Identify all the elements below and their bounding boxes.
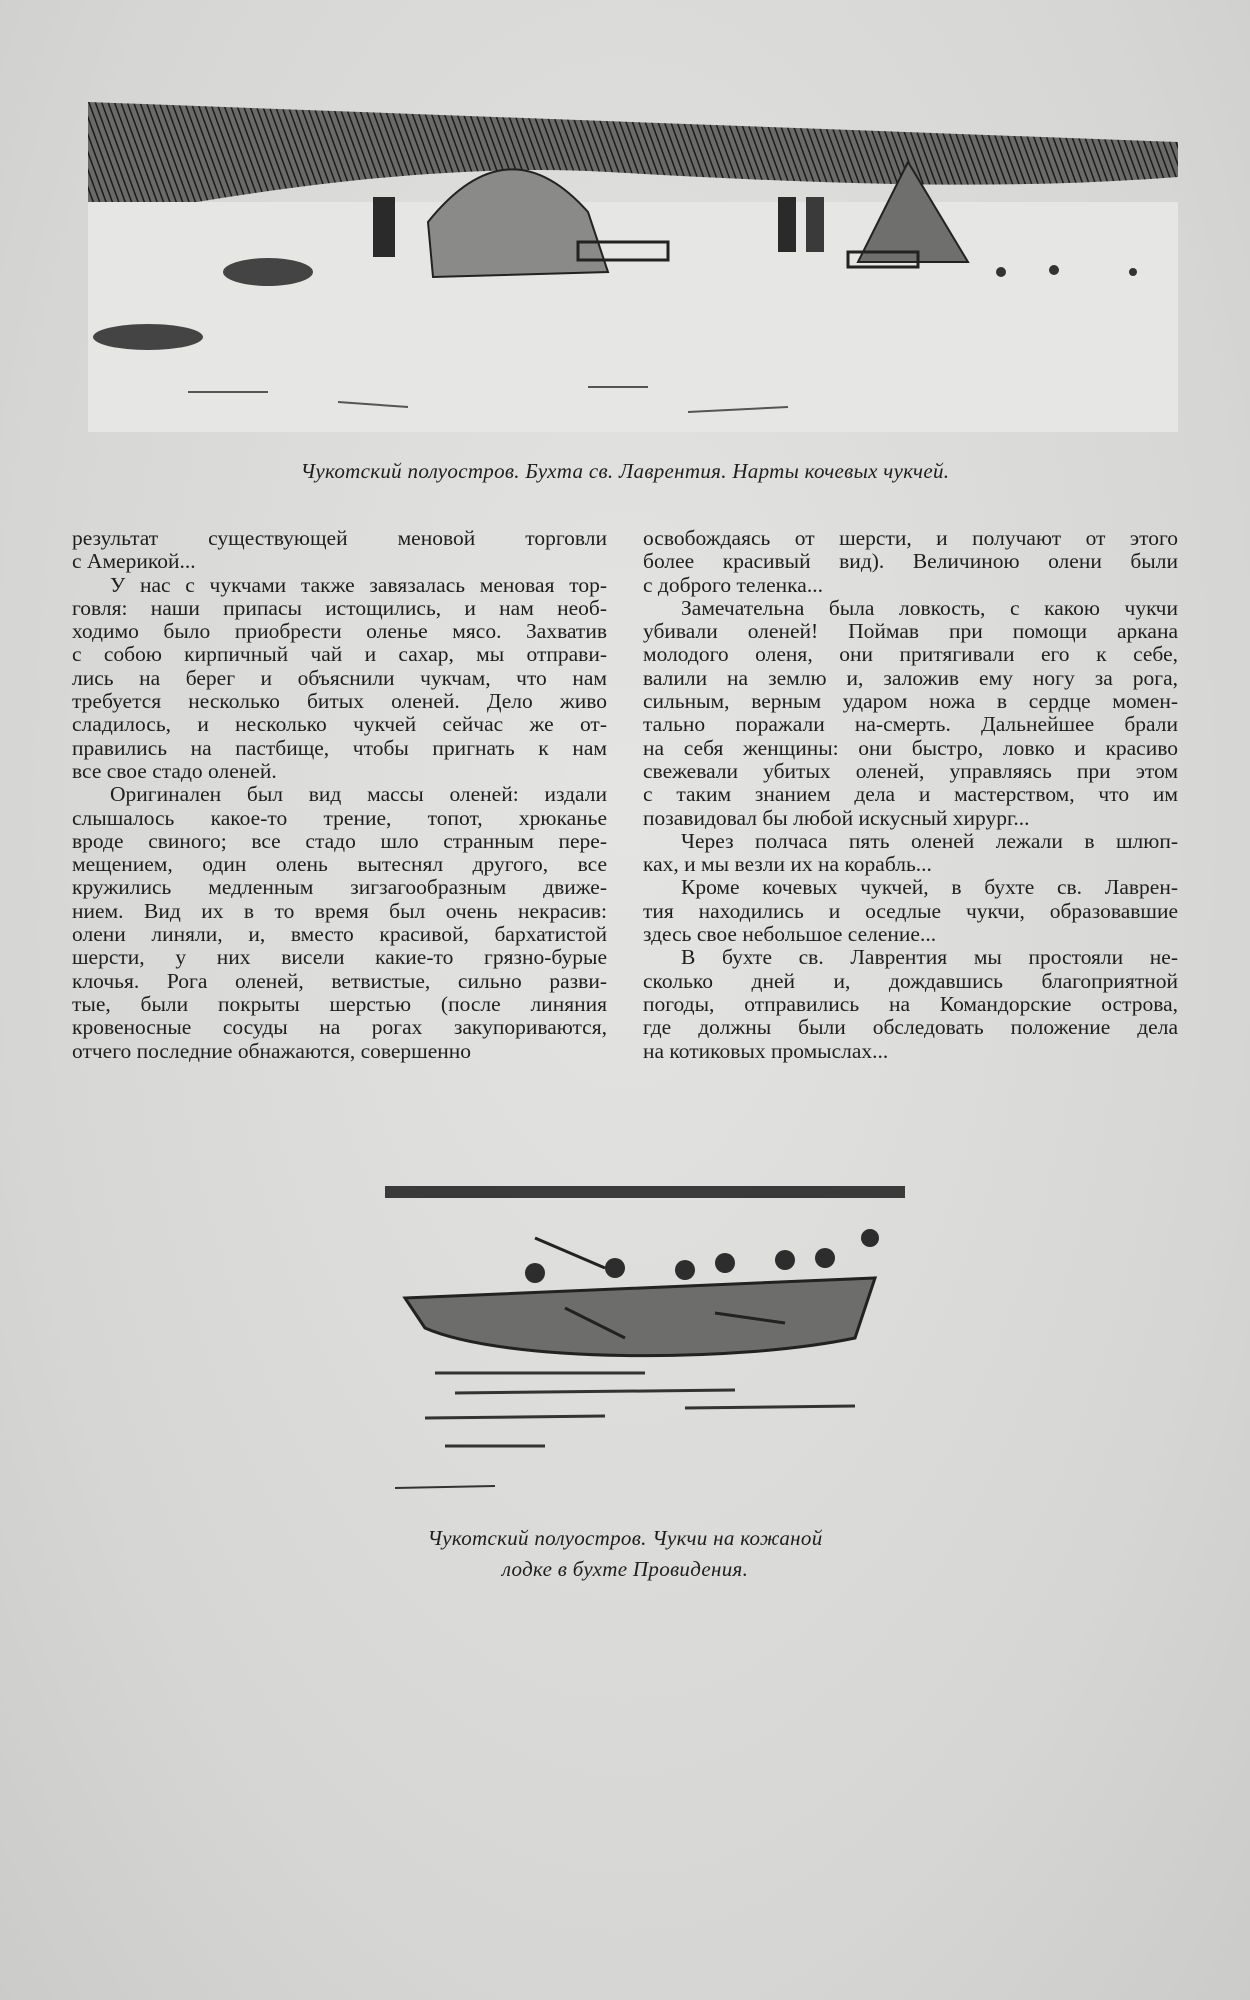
text-line: правились на пастбище, чтобы пригнать к нам xyxy=(72,735,607,760)
text-line: шерсти, у них висели какие-то грязно-бурые xyxy=(72,945,607,970)
text-line: свежевали убитых оленей, управляясь при этом xyxy=(643,758,1178,783)
text-line: более красивый вид). Величиною олени были xyxy=(643,549,1178,574)
caption-line: лодке в бухте Провидения. xyxy=(501,1557,749,1581)
person xyxy=(778,197,796,252)
text-line: результат существующей меновой торговли xyxy=(72,526,607,550)
text-line: вроде свиного; все стадо шло странным пере- xyxy=(72,828,607,853)
paragraph xyxy=(643,946,1178,1062)
text-line: Через полчаса пять оленей лежали в шлюп- xyxy=(681,828,1178,853)
text-line: клочья. Рога оленей, ветвистые, сильно разви- xyxy=(72,968,607,993)
text-line: Оригинален был вид массы оленей: издали xyxy=(110,782,607,807)
person xyxy=(373,197,395,257)
text-line: тия находились и оседлые чукчи, образовавшие xyxy=(643,898,1178,923)
text-line: отчего последние обнажаются, совершенно xyxy=(72,1038,472,1063)
figure-caption xyxy=(0,459,1250,484)
text-line: погоды, отправились на Командорские острова, xyxy=(643,991,1178,1016)
text-line: мещением, один олень вытеснял другого, все xyxy=(72,852,607,877)
text-line: слышалось какое-то трение, топот, хрюканье xyxy=(72,805,607,830)
paragraph xyxy=(643,830,1178,877)
caption-line: Чукотский полуостров. Бухта св. Лаврентия. Нарты кочевых чукчей. xyxy=(300,459,950,483)
text-line: убивали оленей! Поймав при помощи аркана xyxy=(643,619,1178,644)
figure-caption xyxy=(325,1523,925,1585)
text-line: тально поражали на-смерть. Дальнейшее брали xyxy=(643,712,1178,737)
text-column-left xyxy=(72,527,607,1063)
text-line: на котиковых промыслах... xyxy=(643,1038,889,1063)
text-line: нием. Вид их в то время был очень некрасив: xyxy=(72,898,607,923)
illustration-skin-boat xyxy=(385,1178,905,1493)
text-line: на себя женщины: они быстро, ловко и красиво xyxy=(643,735,1178,760)
illustration-chukchi-camp xyxy=(88,102,1178,432)
text-line: В бухте св. Лаврентия мы простояли не- xyxy=(681,945,1178,970)
text-line: молодого оленя, они притягивали его к себе, xyxy=(643,642,1178,667)
text-line: ках, и мы везли их на корабль... xyxy=(643,852,932,877)
paragraph xyxy=(643,527,1178,597)
text-line: говля: наши припасы истощились, и нам необ- xyxy=(72,595,607,620)
boat-hull xyxy=(405,1278,875,1356)
text-line: сколько дней и, дождавшись благоприятной xyxy=(643,968,1178,993)
text-line: с таким знанием дела и мастерством, что им xyxy=(643,782,1178,807)
text-line: У нас с чукчами также завязалась меновая тор- xyxy=(110,572,607,597)
text-line: позавидовал бы любой искусный хирург... xyxy=(643,805,1030,830)
caption-line: Чукотский полуостров. Чукчи на кожаной xyxy=(427,1526,823,1550)
text-line: олени линяли, и, вместо красивой, бархатистой xyxy=(72,922,607,947)
text-column-right xyxy=(643,527,1178,1063)
person xyxy=(806,197,824,252)
text-line: здесь свое небольшое селение... xyxy=(643,922,937,947)
text-line: сладилось, и несколько чукчей сейчас же от- xyxy=(72,712,607,737)
text-line: требуется несколько битых оленей. Дело живо xyxy=(72,689,607,714)
text-line: лись на берег и объяснили чукчам, что нам xyxy=(72,665,607,690)
paragraph xyxy=(72,783,607,1063)
text-line: валили на землю и, заложив ему ногу за рога, xyxy=(643,665,1178,690)
text-line: ходимо было приобрести оленье мясо. Захватив xyxy=(72,619,607,644)
text-line: все свое стадо оленей. xyxy=(72,758,277,783)
text-line: кровеносные сосуды на рогах закупориваются, xyxy=(72,1015,607,1040)
text-line: Замечательна была ловкость, с какою чукчи xyxy=(681,595,1178,620)
paragraph xyxy=(643,876,1178,946)
text-line: кружились медленным зигзагообразным движе- xyxy=(72,875,607,900)
paragraph xyxy=(72,574,607,784)
paragraph xyxy=(643,597,1178,830)
text-line: тые, были покрыты шерстью (после линяния xyxy=(72,991,607,1016)
text-line: сильным, верным ударом ножа в сердце момен- xyxy=(643,689,1178,714)
text-line: с собою кирпичный чай и сахар, мы отправи- xyxy=(72,642,607,667)
text-line: с Америкой... xyxy=(72,549,196,574)
text-line: где должны были обследовать положение дела xyxy=(643,1015,1178,1040)
text-line: с доброго теленка... xyxy=(643,572,823,597)
paragraph xyxy=(72,527,607,574)
text-line: Кроме кочевых чукчей, в бухте св. Лаврен- xyxy=(681,875,1178,900)
text-line: освобождаясь от шерсти, и получают от этого xyxy=(643,526,1178,550)
